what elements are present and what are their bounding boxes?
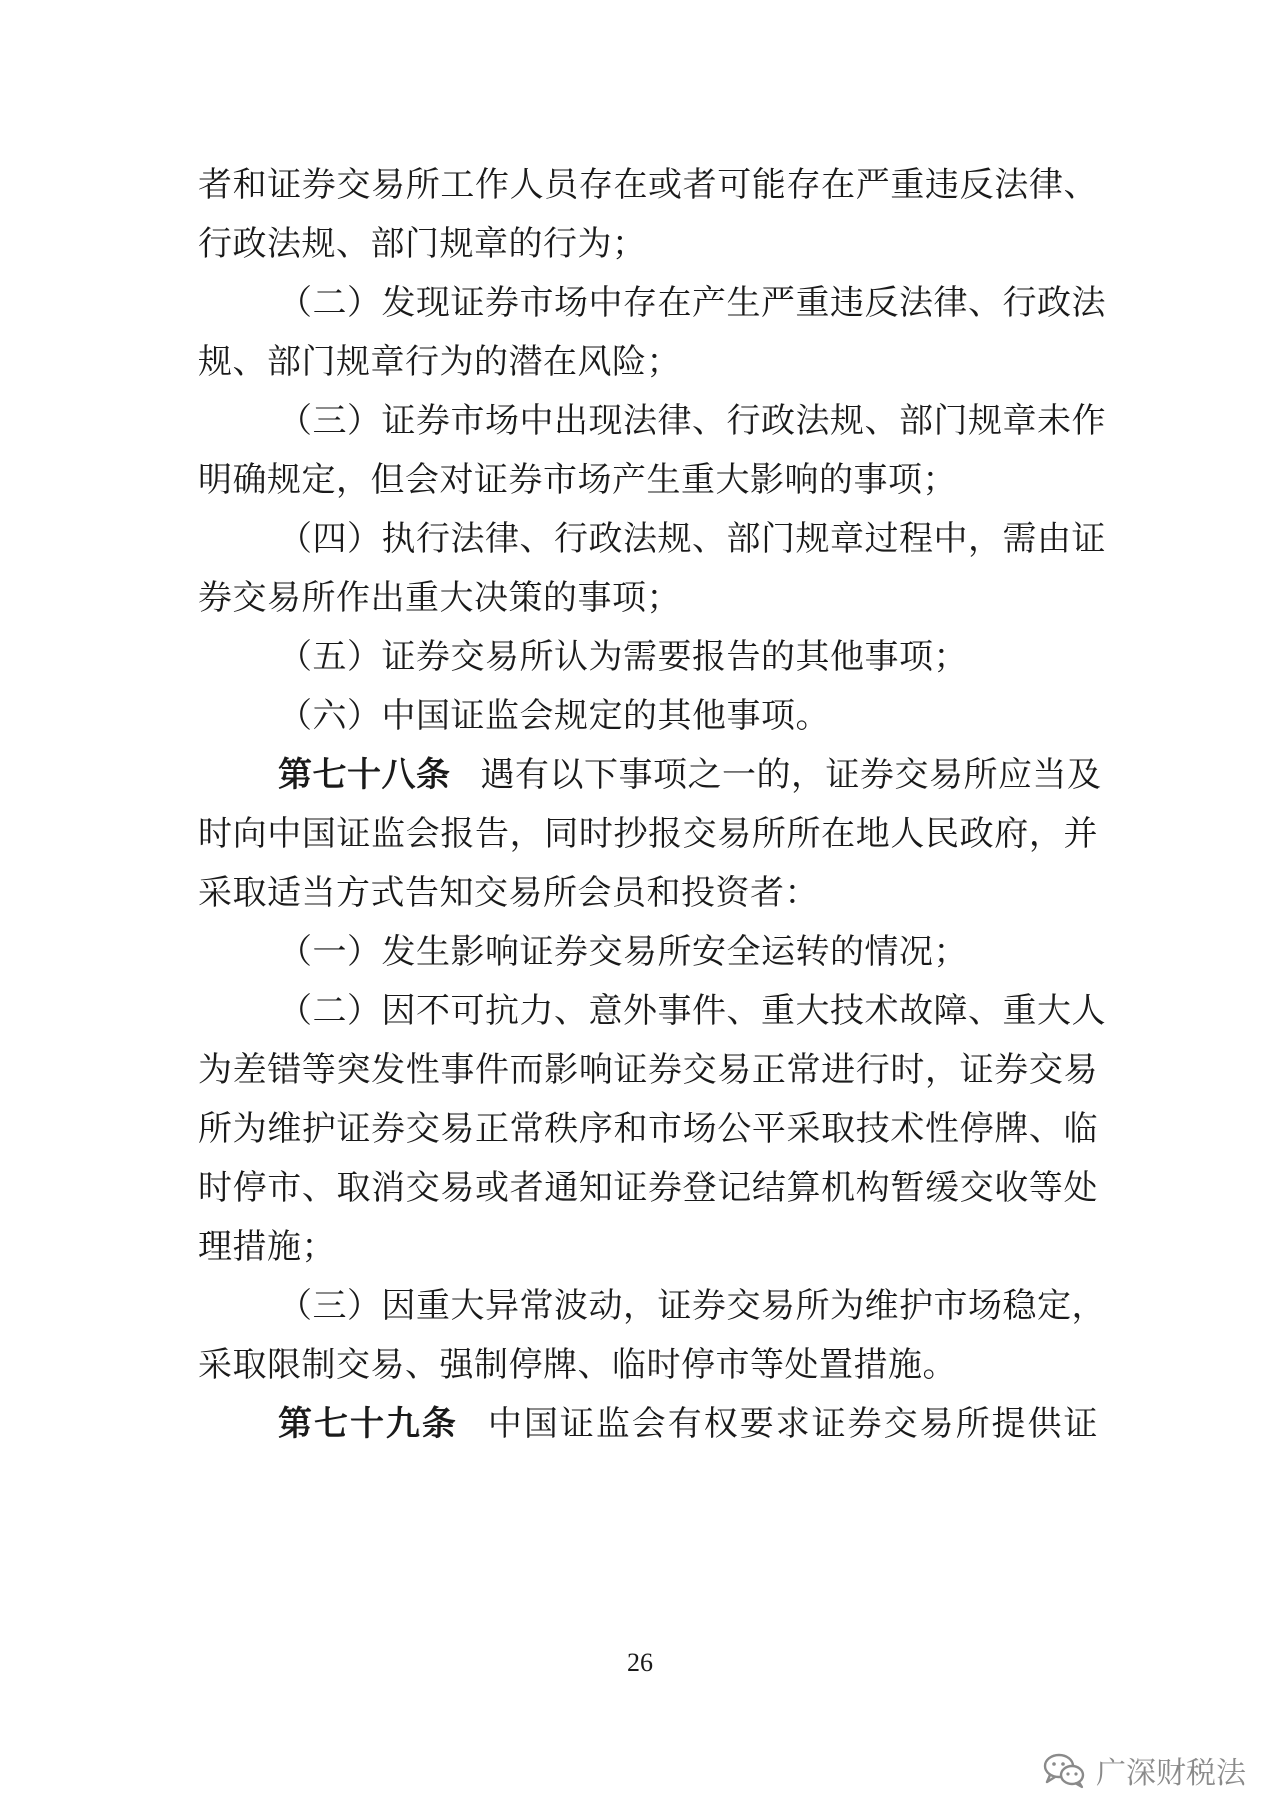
- text-line: 时停市、取消交易或者通知证券登记结算机构暂缓交收等处: [198, 1168, 1098, 1208]
- text-line: （一）发生影响证券交易所安全运转的情况；: [278, 932, 968, 972]
- text-line: 遇有以下事项之一的，证券交易所应当及: [480, 755, 1102, 795]
- text-line: 采取适当方式告知交易所会员和投资者：: [198, 873, 819, 913]
- text-line: （三）因重大异常波动，证券交易所为维护市场稳定，: [278, 1286, 1106, 1326]
- article-79-first-line: [278, 1391, 1098, 1457]
- article-79-heading: 第七十九条: [278, 1404, 458, 1444]
- text-line: 者和证券交易所工作人员存在或者可能存在严重违反法律、: [198, 165, 1098, 205]
- text-line: 采取限制交易、强制停牌、临时停市等处置措施。: [198, 1345, 957, 1385]
- watermark: [1042, 1748, 1246, 1792]
- text-line: （二）因不可抗力、意外事件、重大技术故障、重大人: [278, 991, 1106, 1031]
- text-line: （三）证券市场中出现法律、行政法规、部门规章未作: [278, 401, 1106, 441]
- text-line: （四）执行法律、行政法规、部门规章过程中，需由证: [278, 519, 1106, 559]
- text-line: 理措施；: [198, 1227, 336, 1267]
- text-line: 为差错等突发性事件而影响证券交易正常进行时，证券交易: [198, 1050, 1098, 1090]
- watermark-text: 广深财税法: [1096, 1756, 1246, 1791]
- text-line: 所为维护证券交易正常秩序和市场公平采取技术性停牌、临: [198, 1109, 1098, 1149]
- text-line: （六）中国证监会规定的其他事项。: [278, 696, 830, 736]
- text-line: 行政法规、部门规章的行为；: [198, 224, 647, 264]
- text-line: 时向中国证监会报告，同时抄报交易所所在地人民政府，并: [198, 814, 1098, 854]
- text-line: 中国证监会有权要求证券交易所提供证: [487, 1404, 1099, 1444]
- article-78-heading: 第七十八条: [278, 755, 451, 795]
- text-line: （五）证券交易所认为需要报告的其他事项；: [278, 637, 968, 677]
- article-78-first-line: [278, 742, 1102, 808]
- text-line: （二）发现证券市场中存在产生严重违反法律、行政法: [278, 283, 1106, 323]
- wechat-icon: [1042, 1751, 1086, 1789]
- text-line: 明确规定，但会对证券市场产生重大影响的事项；: [198, 460, 957, 500]
- page-number: 26: [627, 1648, 653, 1677]
- text-line: 规、部门规章行为的潜在风险；: [198, 342, 681, 382]
- text-line: 券交易所作出重大决策的事项；: [198, 578, 681, 618]
